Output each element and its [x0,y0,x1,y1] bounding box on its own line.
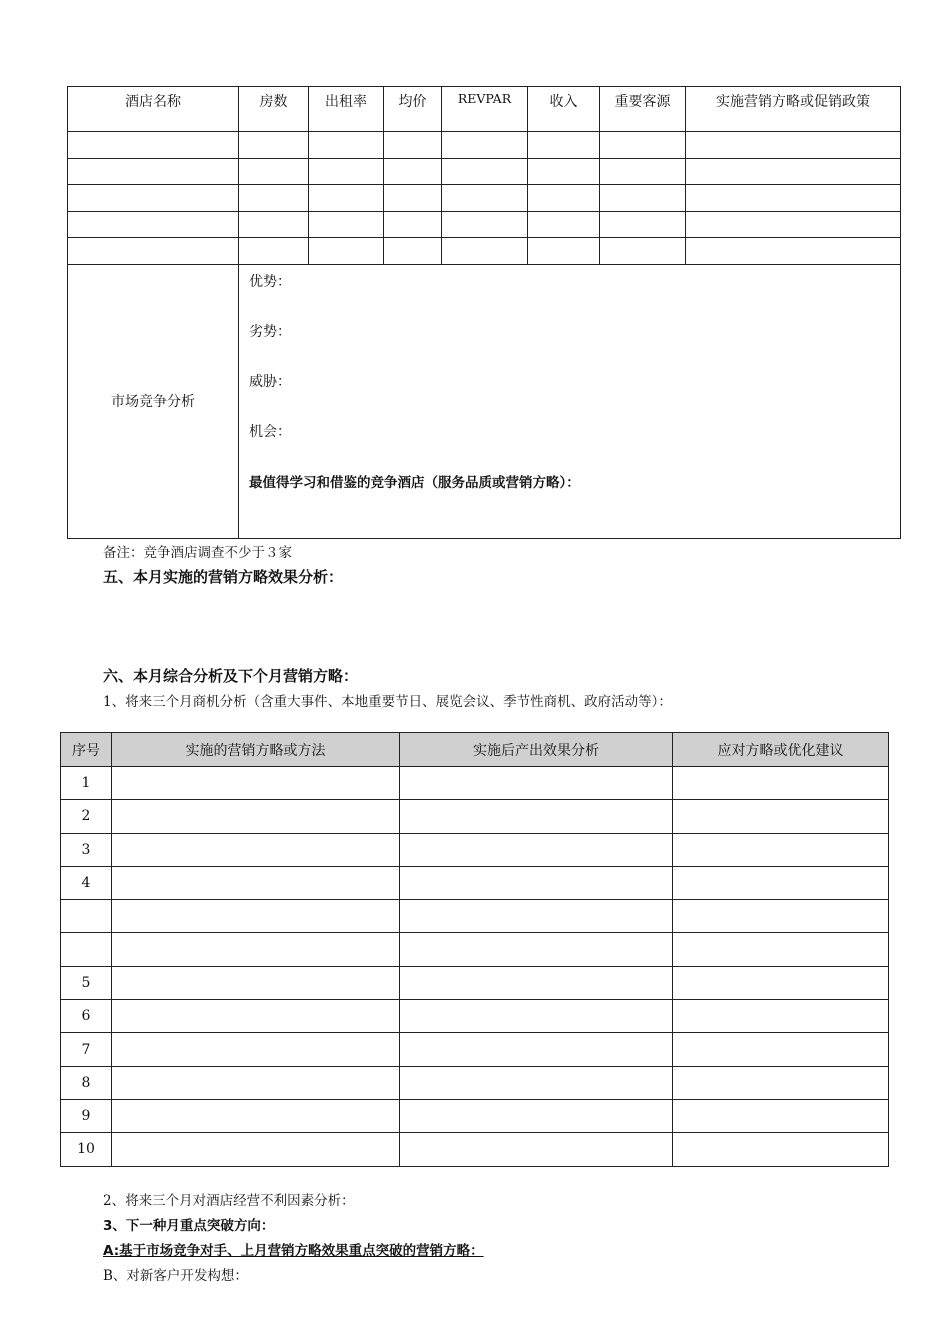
cell[interactable] [442,158,528,185]
cell[interactable] [442,185,528,212]
best-competitor-label: 最值得学习和借鉴的竞争酒店（服务品质或营销方略）： [249,474,580,491]
row-number: 7 [61,1033,112,1066]
cell[interactable] [528,132,600,159]
cell[interactable] [673,933,889,966]
analysis-row [68,264,901,538]
col-rooms: 房数 [239,87,309,132]
item2-text: 2、将来三个月对酒店经营不利因素分析： [103,1193,355,1209]
col-revenue: 收入 [528,87,600,132]
table-row [61,1133,889,1166]
row-number: 2 [61,800,112,833]
cell[interactable] [112,1066,400,1099]
cell[interactable] [309,211,384,238]
note-text: 备注：竞争酒店调查不少于３家 [103,545,292,561]
strengths-label: 优势： [249,273,291,290]
cell[interactable] [112,1033,400,1066]
cell[interactable] [686,211,901,238]
cell[interactable] [673,866,889,899]
cell[interactable] [400,866,673,899]
section5-title: 五、本月实施的营销方略效果分析： [103,568,344,586]
cell[interactable] [68,238,239,265]
cell[interactable] [673,1000,889,1033]
cell[interactable] [400,900,673,933]
cell[interactable] [239,211,309,238]
table-row [61,900,889,933]
cell[interactable] [673,833,889,866]
cell[interactable] [112,833,400,866]
cell[interactable] [400,1000,673,1033]
table-row [68,211,901,238]
cell[interactable] [309,185,384,212]
cell[interactable] [112,1133,400,1166]
table-row [68,132,901,159]
table-row [61,1000,889,1033]
row-number: 4 [61,866,112,899]
cell[interactable] [400,767,673,800]
cell[interactable] [400,1066,673,1099]
cell[interactable] [68,185,239,212]
cell[interactable] [239,132,309,159]
competitor-table [67,86,901,539]
cell[interactable] [528,238,600,265]
competitor-table-header [68,87,901,132]
table-row [61,966,889,999]
cell[interactable] [68,132,239,159]
weaknesses-label: 劣势： [249,323,291,340]
cell[interactable] [400,933,673,966]
cell[interactable] [239,185,309,212]
table-row [61,800,889,833]
cell[interactable] [673,1099,889,1132]
row-number: 1 [61,767,112,800]
cell[interactable] [686,238,901,265]
strategy-table-body [61,767,889,1167]
col-suggestion: 应对方略或优化建议 [673,733,889,767]
table-row [68,158,901,185]
strategy-table [60,732,889,1167]
cell[interactable] [112,1000,400,1033]
opportunities-label: 机会： [249,423,291,440]
cell[interactable] [686,185,901,212]
cell[interactable] [528,185,600,212]
cell[interactable] [112,900,400,933]
cell[interactable] [400,800,673,833]
cell[interactable] [112,1099,400,1132]
cell[interactable] [112,800,400,833]
item3-text: 3、下一种月重点突破方向： [103,1218,275,1234]
cell[interactable] [442,238,528,265]
cell[interactable] [673,1133,889,1166]
cell[interactable] [673,800,889,833]
threats-label: 威胁： [249,373,291,390]
row-number: 6 [61,1000,112,1033]
cell[interactable] [442,211,528,238]
cell[interactable] [309,158,384,185]
col-hotel-name: 酒店名称 [68,87,239,132]
table-row [61,866,889,899]
col-effect-analysis: 实施后产出效果分析 [400,733,673,767]
cell[interactable] [309,132,384,159]
cell[interactable] [384,211,442,238]
col-avg-price: 均价 [384,87,442,132]
cell[interactable] [112,767,400,800]
cell[interactable] [673,1066,889,1099]
table-row [61,933,889,966]
row-number: 10 [61,1133,112,1166]
table-row [61,1066,889,1099]
row-number: 9 [61,1099,112,1132]
cell[interactable] [673,1033,889,1066]
item3a-text: A:基于市场竞争对手、上月营销方略效果重点突破的营销方略： [103,1243,484,1259]
cell[interactable] [673,900,889,933]
cell[interactable] [112,933,400,966]
cell[interactable] [400,833,673,866]
cell[interactable] [384,185,442,212]
col-occupancy: 出租率 [309,87,384,132]
table-row [61,1033,889,1066]
cell[interactable] [400,1033,673,1066]
cell[interactable] [600,158,686,185]
row-number: 5 [61,966,112,999]
col-strategy-method: 实施的营销方略或方法 [112,733,400,767]
cell[interactable] [673,966,889,999]
cell[interactable] [686,158,901,185]
cell[interactable] [528,211,600,238]
cell[interactable] [239,238,309,265]
col-number: 序号 [61,733,112,767]
cell[interactable] [384,132,442,159]
cell[interactable] [673,767,889,800]
table-row [61,1099,889,1132]
cell[interactable] [400,966,673,999]
cell[interactable] [309,238,384,265]
cell[interactable] [68,211,239,238]
col-revpar: REVPAR [442,87,528,132]
cell[interactable] [528,158,600,185]
cell[interactable] [384,158,442,185]
cell[interactable] [239,158,309,185]
table-row [68,185,901,212]
item3b-text: B、对新客户开发构想： [103,1268,248,1284]
item1-text: 1、将来三个月商机分析（含重大事件、本地重要节日、展览会议、季节性商机、政府活动等）： [103,694,672,710]
row-number [61,933,112,966]
cell[interactable] [600,132,686,159]
cell[interactable] [112,966,400,999]
cell[interactable] [112,866,400,899]
table-row [68,238,901,265]
cell[interactable] [442,132,528,159]
cell[interactable] [384,238,442,265]
row-number: 3 [61,833,112,866]
strategy-table-header [61,733,889,767]
row-number [61,900,112,933]
section6-title: 六、本月综合分析及下个月营销方略： [103,667,359,685]
table-row [61,833,889,866]
row-number: 8 [61,1066,112,1099]
cell[interactable] [600,185,686,212]
cell[interactable] [400,1099,673,1132]
cell[interactable] [686,132,901,159]
analysis-content[interactable] [239,264,901,538]
cell[interactable] [600,238,686,265]
col-strategy: 实施营销方略或促销政策 [686,87,901,132]
cell[interactable] [600,211,686,238]
cell[interactable] [68,158,239,185]
col-key-source: 重要客源 [600,87,686,132]
analysis-label: 市场竞争分析 [68,264,239,538]
table-row [61,767,889,800]
cell[interactable] [400,1133,673,1166]
